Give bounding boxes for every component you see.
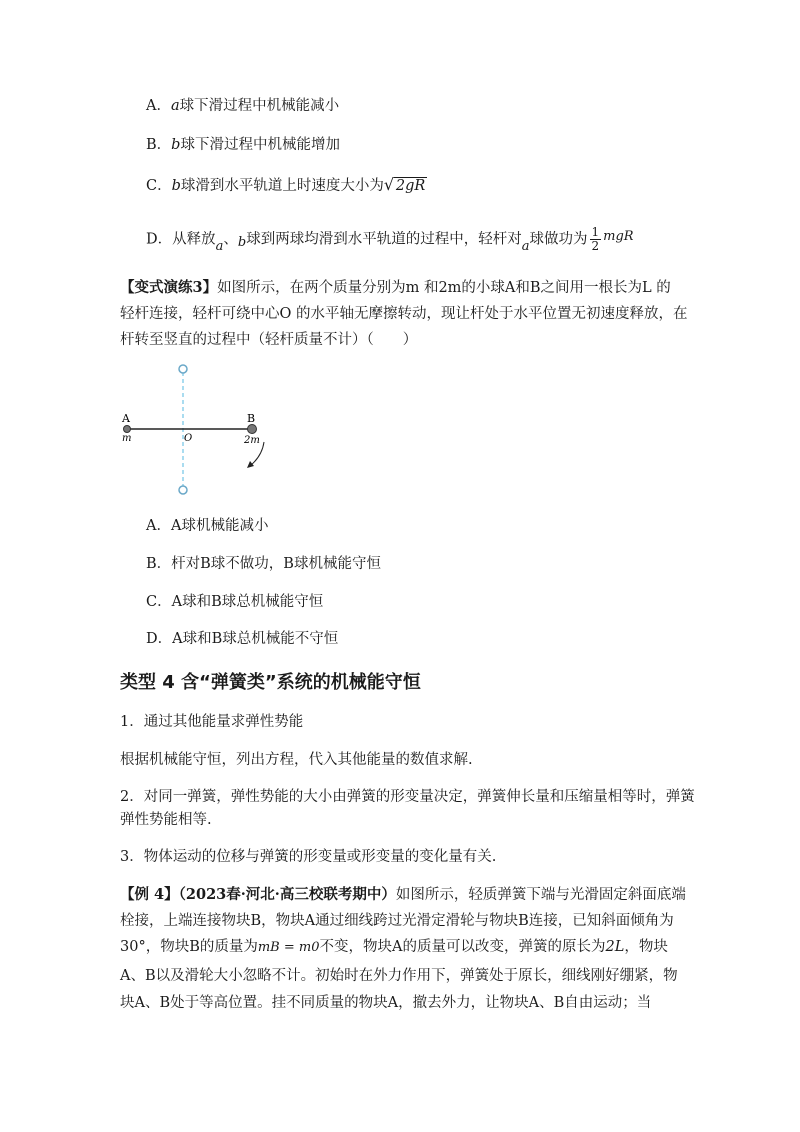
point-2-line2: 弹性势能相等. (120, 812, 212, 828)
example4-line3: 30°，物块B的质量为mB = m0不变，物块A的质量可以改变，弹簧的原长为2L，物块 (120, 939, 668, 955)
top-position-marker (179, 365, 187, 373)
label-a: A (122, 412, 130, 425)
sqrt-expression: √ 2gR (383, 175, 426, 194)
exercise3-line1: 【变式演练3】如图所示，在两个质量分别为m 和2m的小球A和B之间用一根长为L 的 (120, 279, 671, 296)
point-3: 3．物体运动的位移与弹簧的形变量或形变量的变化量有关. (120, 849, 497, 865)
option-c: C．A球和B球总机械能守恒 (146, 594, 324, 610)
option-b-prev: B．b球下滑过程中机械能增加 (146, 137, 340, 153)
option-a: A．A球机械能减小 (146, 518, 269, 534)
option-b: B．杆对B球不做功，B球机械能守恒 (146, 556, 381, 572)
option-c-prev: C．b球滑到水平轨道上时速度大小为 √ 2gR (146, 175, 426, 194)
point-1: 1．通过其他能量求弹性势能 (120, 714, 304, 730)
rotation-arrowhead (247, 461, 254, 468)
label-o: O (184, 433, 193, 444)
point-2-line1: 2．对同一弹簧，弹性势能的大小由弹簧的形变量决定，弹簧伸长量和压缩量相等时，弹簧 (120, 789, 695, 805)
point-1-detail: 根据机械能守恒，列出方程，代入其他能量的数值求解. (120, 752, 473, 768)
example4-line5: 块A、B处于等高位置。挂不同质量的物块A，撤去外力，让物块A、B自由运动；当 (120, 995, 652, 1011)
label-m: m (122, 433, 132, 444)
label-b: B (247, 412, 256, 425)
var-a: a (170, 98, 180, 114)
bottom-position-marker (179, 486, 187, 494)
ball-a (124, 426, 131, 433)
option-d-prev: D．从释放a、b球到两球均滑到水平轨道的过程中，轻杆对a球做功为 $\frac{1}{2}$ mgR (146, 225, 634, 254)
exercise3-line3: 杆转至竖直的过程中（轻杆质量不计）（ ） (120, 332, 418, 348)
exercise3-line2: 轻杆连接，轻杆可绕中心O 的水平轴无摩擦转动，现让杆处于水平位置无初速度释放，在 (120, 306, 688, 322)
option-d: D．A球和B球总机械能不守恒 (146, 631, 339, 647)
section-heading: 类型 4 含“弹簧类”系统的机械能守恒 (120, 672, 421, 693)
fraction-one-half: $\frac{1}{2}$ (591, 225, 600, 253)
var-b: b (171, 137, 181, 153)
rod-figure (110, 360, 280, 505)
label-2m: 2m (244, 435, 260, 446)
example4-line4: A、B以及滑轮大小忽略不计。初始时在外力作用下，弹簧处于原长，细线刚好绷紧，物 (120, 968, 678, 984)
ball-b (248, 425, 257, 434)
option-a-prev: A．a球下滑过程中机械能减小 (146, 98, 340, 114)
example4-line2: 栓接，上端连接物块B，物块A通过细线跨过光滑定滑轮与物块B连接，已知斜面倾角为 (120, 913, 674, 929)
example4-line1: 【例 4】（2023春·河北·高三校联考期中）如图所示，轻质弹簧下端与光滑固定斜面底端 (120, 886, 686, 903)
